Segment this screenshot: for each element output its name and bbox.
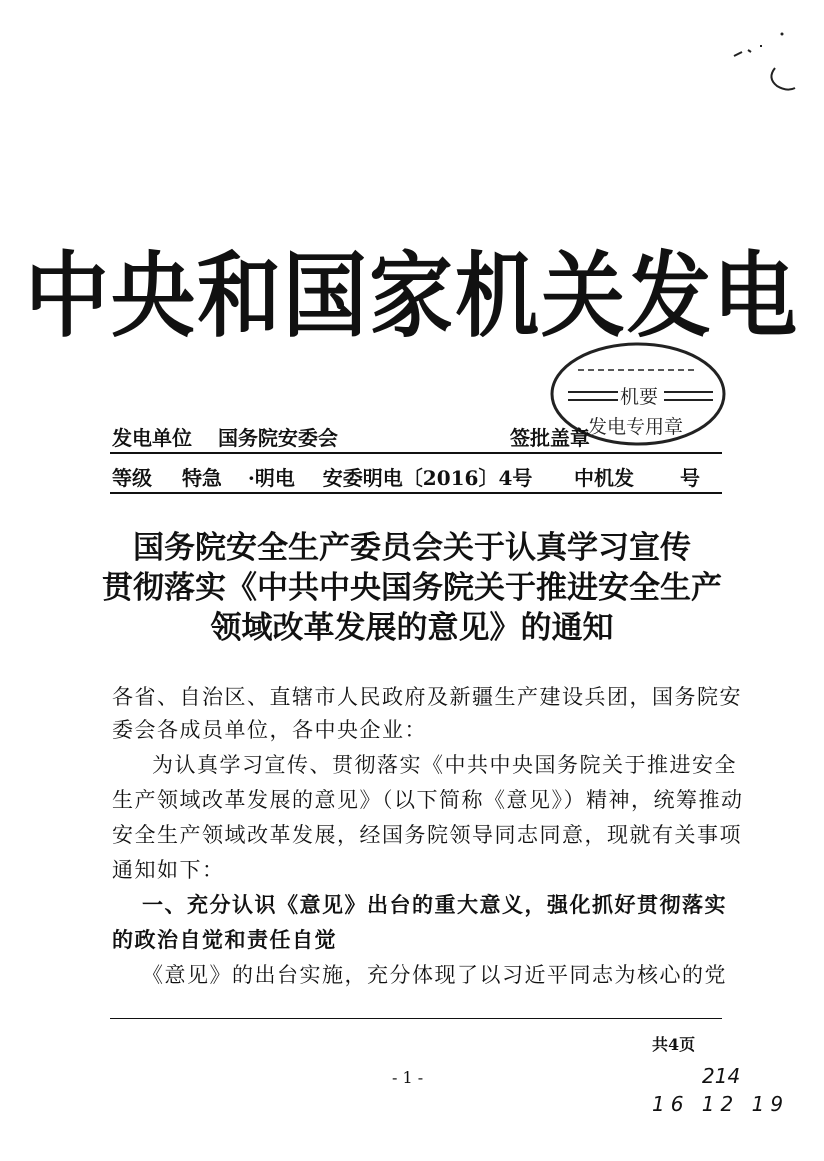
footer-divider <box>110 1018 722 1019</box>
document-title-line-3: 领域改革发展的意见》的通知 <box>210 610 614 646</box>
section-heading: 一、充分认识《意见》出台的重大意义，强化抓好贯彻落实 <box>142 892 727 917</box>
page-number: - 1 - <box>392 1068 424 1087</box>
document-title-line-2: 贯彻落实《中共中央国务院关于推进安全生产 <box>102 570 722 606</box>
body-line: 通知如下： <box>112 858 225 882</box>
handwritten-date: 16 12 19 <box>652 1092 790 1116</box>
body-line: 各省、自治区、直辖市人民政府及新疆生产建设兵团，国务院安 <box>112 685 742 709</box>
sender-value: 国务院安委会 <box>217 426 338 450</box>
stamp-line-2: 发电专用章 <box>588 416 684 438</box>
document-number: 安委明电〔2016〕4号 <box>322 466 533 490</box>
masthead-title: 中央和国家机关发电 <box>24 241 799 351</box>
document-title-line-1: 国务院安全生产委员会关于认真学习宣传 <box>133 530 691 566</box>
sender-label: 发电单位 <box>112 426 192 450</box>
grade-label: 等级 <box>112 466 152 490</box>
clear-mark: ·明电 <box>247 466 295 490</box>
approval-label: 签批盖章 <box>510 426 590 450</box>
body-line: 为认真学习宣传、贯彻落实《中共中央国务院关于推进安全 <box>152 753 737 777</box>
urgency-value: 特急 <box>181 466 222 490</box>
handwritten-number: 214 <box>702 1064 741 1088</box>
stamp-line-1: 机要 <box>620 386 659 408</box>
body-line: 《意见》的出台实施，充分体现了以习近平同志为核心的党 <box>142 963 727 987</box>
section-heading-cont: 的政治自觉和责任自觉 <box>112 927 337 952</box>
office-send-label: 中机发 <box>574 466 634 490</box>
total-pages: 共4页 <box>652 1035 696 1054</box>
grade-row <box>112 462 532 491</box>
office-send-suffix: 号 <box>680 466 700 490</box>
body-line: 委会各成员单位，各中央企业： <box>112 718 427 742</box>
header-divider-2 <box>110 492 722 494</box>
sender-row <box>112 422 338 451</box>
body-line: 安全生产领域改革发展，经国务院领导同志同意，现就有关事项 <box>112 823 742 847</box>
scribble-marks <box>720 28 810 98</box>
body-line: 生产领域改革发展的意见》（以下简称《意见》）精神，统筹推动 <box>112 788 744 812</box>
header-divider-1 <box>110 452 722 454</box>
